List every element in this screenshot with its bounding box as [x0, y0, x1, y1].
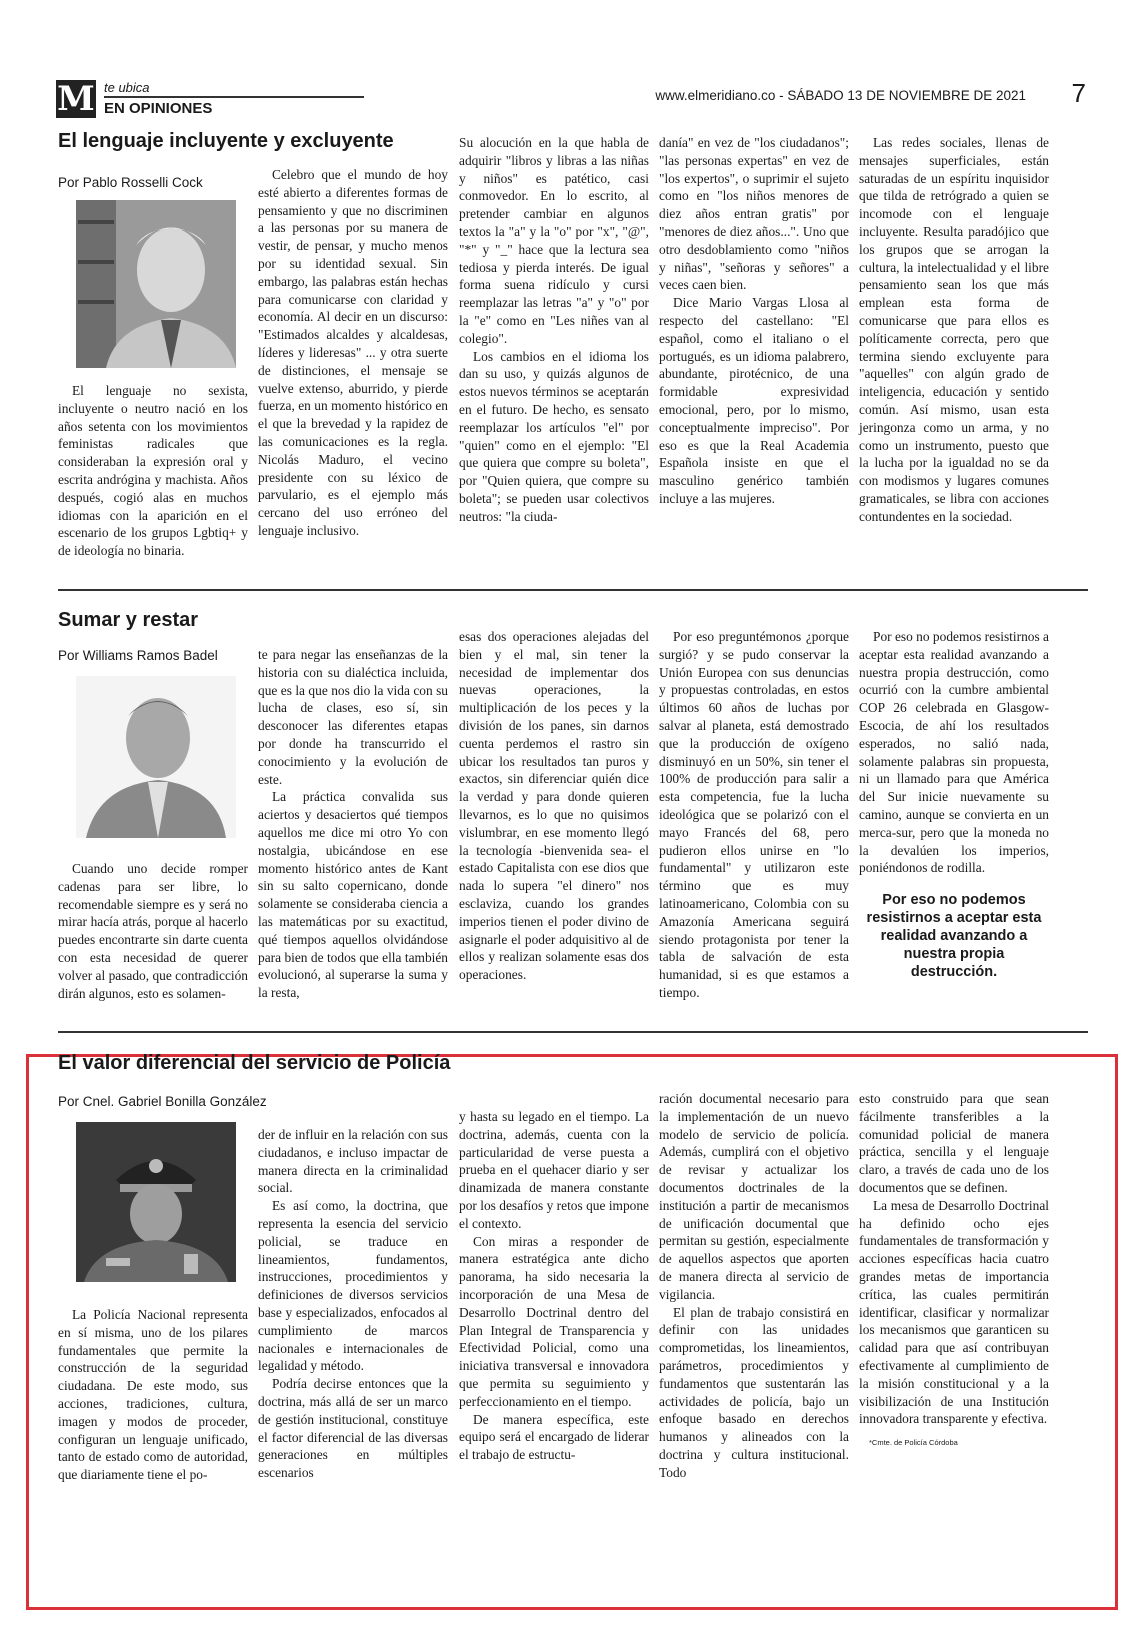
- paragraph: Con miras a responder de manera estratégica ante dicho panorama, ha sido necesaria la incorporación de una Mesa de Desarrollo Doctrinal dentro del Plan Integral de Transparencia y Efectividad Policial, como una iniciativa transversal e innovadora que permita su seguimiento y perfeccionamiento en el tiempo.: [459, 1233, 649, 1409]
- paragraph: El plan de trabajo consistirá en definir con las unidades comprometidas, los lineamientos, parámetros, procedimientos y fundamentos que sustentarán las actividades de policía, bajo un enfoque basado en derechos humanos y alineados con la doctrina y cultura institucional. Todo: [659, 1304, 849, 1480]
- article-column-3: [459, 1108, 649, 1464]
- article-column-5: [859, 1090, 1049, 1452]
- article-column-2: [258, 166, 448, 540]
- article-column-3: [459, 628, 649, 984]
- section-title: EN OPINIONES: [104, 100, 213, 117]
- author-footnote: *Cmte. de Policía Córdoba: [869, 1438, 958, 1448]
- paragraph: te para negar las enseñanzas de la historia con su dialéctica incluida, que es la que nos dio la vida con su lucha de clases, eso sí, sin desconocer las diferentes etapas por donde ha transcurrido el conocimiento y la evolución de este.: [258, 647, 448, 787]
- paragraph: La práctica convalida sus aciertos y desaciertos qué tiempos aquellos me dice mi otro Yo con nostalgia, ubicándose en ese momento histórico antes de Kant sin su salto copernicano, donde solamente se consideraba ciencia a las matemáticas por su exactitud, qué tiempos aquellos olvidándose para bien de todos que ella también evolucionó, al superarse la suma y la resta,: [258, 789, 448, 1001]
- article-column-1: [58, 1306, 248, 1484]
- paragraph: der de influir en la relación con sus ciudadanos, e incluso impactar de manera directa en la criminalidad social.: [258, 1127, 448, 1196]
- paragraph: Cuando uno decide romper cadenas para ser libre, lo recomendable siempre es y será no mirar hacía atrás, porque al hacerlo puedes encontrarte sin darte cuenta con esta necesidad de querer volver al pasado, que contradicción dirán algunos, esto es solamen-: [58, 861, 248, 1001]
- paragraph: Podría decirse entonces que la doctrina, más allá de ser un marco de gestión institucional, constituye el factor diferencial de las diversas generaciones en múltiples escenarios: [258, 1376, 448, 1481]
- author-photo: [76, 200, 236, 368]
- author-photo: [76, 1122, 236, 1282]
- article-byline: Por Williams Ramos Badel: [58, 648, 218, 663]
- paragraph: danía" en vez de "los ciudadanos"; "las personas expertas" en vez de "los expertos", o suprimir el sujeto como en "los niños menores de diez años entran gratis" por "menores de diez años...". Uno que otro desdoblamiento como "niños y niñas", "señoras y señores" a veces caen bien.: [659, 135, 849, 293]
- paragraph: Celebro que el mundo de hoy esté abierto a diferentes formas de pensamiento y que no discriminen a las personas por su manera de vestir, de pensar, y mucho menos por su identidad sexual. Sin embargo, las palabras están hechas para comunicarse con claridad y economía. Al decir en un discurso: "Estimados alcaldes y alcaldesas, líderes y lideresas" ... y otra suerte de distinciones, el mensaje se vuelve extenso, aburrido, y pierde fuerza, en un momento histórico en el que la brevedad y la rapidez de las comunicaciones es la regla. Nicolás Maduro, el vecino presidente con su léxico de parvulario, es el ejemplo más cercano del uso erróneo del lenguaje inclusivo.: [258, 167, 448, 538]
- article-policia: [58, 1052, 1088, 1075]
- tagline-small: te ubica: [104, 80, 150, 95]
- paragraph: Las redes sociales, llenas de mensajes superficiales, están saturadas de un espíritu inquisidor que tilda de retrógrado a quien se incomode con el lenguaje incluyente. Resulta paradójico que los grupos que se arrogan la cultura, la intelectualidad y el libre pensamiento sean los que más emplean esta forma de comunicarse que para ellos es políticamente correcta, pero que termina siendo excluyente para "aquelles" con algún grado de inteligencia, educación y sentido común. Así mismo, usan esta jeringonza como un arma, y no como un instrumento, puesto que la lucha por la igualdad no se da con modismos y lugares comunes gramaticales, se libra con acciones contundentes en la sociedad.: [859, 135, 1049, 524]
- article-column-4: [659, 628, 849, 1002]
- tagline-rule: [104, 96, 364, 98]
- article-divider: [58, 589, 1088, 591]
- paragraph: La Policía Nacional representa en sí misma, uno de los pilares fundamentales que permite la construcción de la seguridad ciudadana. De este modo, sus acciones, tradiciones, cultura, imagen y modos de proceder, configuran un lenguaje unificado, tanto de estado como de autoridad, que diariamente tiene el po-: [58, 1307, 248, 1483]
- article-byline: Por Pablo Rosselli Cock: [58, 175, 203, 190]
- article-divider: [58, 1031, 1088, 1033]
- paragraph: esas dos operaciones alejadas del bien y el mal, sin tener la necesidad de implementar dos nuevas operaciones, la multiplicación de los peces y la división de los panes, sin darnos cuenta perdemos el rastro sin ubicar los resultados tan puros y exactos, sin diferenciar quién dice la verdad y para donde quieren llevarnos, es lo que no quisimos vislumbrar, en ese momento llegó la tecnología -bienvenida sea- el estado Capitalista con ese dios que nada lo supera "el dinero" nos esclaviza, cuando los grandes imperios tienen el poder divino de asignarle el poder adquisitivo al de ellos y realizan solamente esas dos operaciones.: [459, 629, 649, 983]
- paragraph: ración documental necesario para la implementación de un nuevo modelo de servicio de policía. Además, cumplirá con el objetivo de revisar y actualizar los documentos doctrinales de la institución a partir de mecanismos de unificación documental que permitan su gestión, especialmente de aquellos aspectos que aporten de manera directa al servicio de vigilancia.: [659, 1091, 849, 1302]
- paragraph: El lenguaje no sexista, incluyente o neutro nació en los años setenta con los movimientos feministas radicales que consideraban la expresión oral y escrita andrógina y machista. Años después, cogió alas en muchos idiomas con la aparición en el escenario de los grupos Lgbtiq+ y de ideología no binaria.: [58, 383, 248, 559]
- article-column-4: [659, 1090, 849, 1482]
- masthead: [56, 78, 1086, 122]
- article-headline: El valor diferencial del servicio de Policía: [58, 1052, 451, 1074]
- paragraph: Los cambios en el idioma los dan su uso, y quizás algunos de estos nuevos términos se aceptarán en el futuro. De hecho, es sensato reemplazar los artículos "el" por "quien" como en el ejemplo: "El que quiera que compre su boleta", por "Quien quiera, que compre su boleta"; se pueden usar colectivos neutros: "la ciuda-: [459, 348, 649, 524]
- page-number: 7: [1071, 78, 1086, 108]
- pull-quote: Por eso no podemos resistirnos a aceptar esta realidad avanzando a nuestra propia destrucción.: [866, 892, 1042, 981]
- article-headline: Sumar y restar: [58, 609, 199, 631]
- paragraph: De manera específica, este equipo será el encargado de liderar el trabajo de estructu-: [459, 1411, 649, 1463]
- article-column-1: [58, 860, 248, 1002]
- paragraph: Es así como, la doctrina, que representa la esencia del servicio policial, se traduce en lineamientos, fundamentos, instrucciones, procedimientos y definiciones de diversos servicios base y especializados, enfocados al cumplimiento de marcos nacionales e internacionales de legalidad y método.: [258, 1198, 448, 1374]
- dateline: www.elmeridiano.co - SÁBADO 13 DE NOVIEMBRE DE 2021: [655, 88, 1026, 103]
- article-column-5: [859, 134, 1049, 526]
- article-byline: Por Cnel. Gabriel Bonilla González: [58, 1094, 267, 1109]
- article-column-3: [459, 134, 649, 526]
- article-column-5: [859, 628, 1049, 981]
- article-headline: El lenguaje incluyente y excluyente: [58, 130, 394, 152]
- article-column-4: [659, 134, 849, 508]
- paragraph: Por eso no podemos resistirnos a aceptar esta realidad avanzando a nuestra propia destrucción, como ocurrió con la cumbre ambiental COP 26 celebrada en Glasgow-Escocia, de ahí los resultados esperados, no salió nada, solamente palabras sin propuesta, ni un llamado para que América del Sur inicie nuevamente su camino, aunque se convierta en un merca-sur, pero que la moneda no la devalúen los imperios, poniéndonos de rodilla.: [859, 629, 1049, 876]
- author-photo: [76, 676, 236, 838]
- article-column-2: [258, 646, 448, 1002]
- paragraph: y hasta su legado en el tiempo. La doctrina, además, cuenta con la particularidad de verse puesta a prueba en el quehacer diario y ser dinamizada de manera constante por los desafíos y retos que impone el contexto.: [459, 1109, 649, 1231]
- paragraph: Dice Mario Vargas Llosa al respecto del castellano: "El español, como el italiano o el portugués, es un idioma palabrero, abundante, pirotécnico, de una formidable expresividad emocional, pero, por lo mismo, conceptualmente impreciso". Por eso es que la Real Academia Española insiste en que el masculino genérico también incluye a las mujeres.: [659, 295, 849, 506]
- newspaper-logo: M: [57, 79, 95, 119]
- article-column-1: [58, 382, 248, 560]
- article-column-2: [258, 1126, 448, 1482]
- paragraph: Su alocución en la que habla de adquirir "libros y libras a las niñas y niños" es patético, casi conmovedor. En lo escrito, al pretender cambiar en algunos textos la "a" y la "o" por "x", "@", "*" y "_" hace que la lectura sea tediosa y pierda interés. De igual forma suena ridículo y cursi reemplazar las letras "a" y "o" por la "e" como en "Les niñes van al colegio".: [459, 135, 649, 346]
- paragraph: esto construido para que sean fácilmente transferibles a la comunidad policial de manera práctica, sencilla y el lenguaje claro, a través de cada uno de los documentos que se definen.: [859, 1091, 1049, 1195]
- paragraph: Por eso preguntémonos ¿porque surgió? y se pudo conservar la Unión Europea con sus denuncias y propuestas controladas, en estos últimos 60 años de luchas por salvar al planeta, está demostrado que la producción de oxígeno disminuyó en un 50%, sin tener el 100% de producción para salir a esta competencia, fue la lucha ideológica que se polarizó con el mayo Francés del 68, pero pudieron ellos unirse en "lo fundamental" y utilizaron este término que es muy latinoamericano, Colombia con su Amazonía Americana seguirá siendo protagonista por tener la tabla de salvación de esta humanidad, si es que estamos a tiempo.: [659, 629, 849, 1000]
- paragraph: La mesa de Desarrollo Doctrinal ha definido ocho ejes fundamentales de transformación y acciones específicas hacia cuatro grandes metas de importancia crítica, las cuales permitirán identificar, clasificar y normalizar los mecanismos que garanticen su calidad para que así contribuyan efectivamente al cumplimiento de la misión constitucional y a la visibilización de una Institución innovadora transparente y efectiva.: [859, 1197, 1049, 1427]
